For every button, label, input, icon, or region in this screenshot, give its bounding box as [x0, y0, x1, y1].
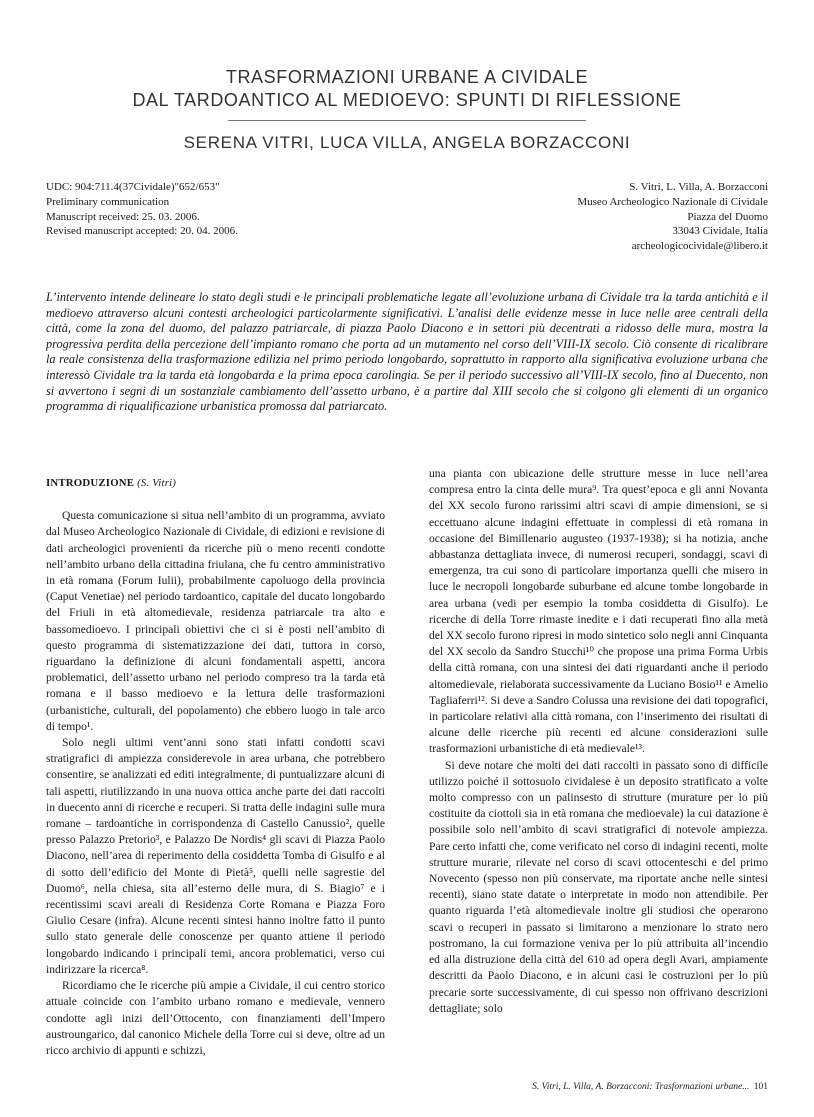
accepted-date: Revised manuscript accepted: 20. 04. 2006. — [46, 225, 238, 238]
authors: SERENA VITRI, LUCA VILLA, ANGELA BORZACCONI — [183, 133, 631, 152]
body-paragraph: Ricordiamo che le ricerche più ampie a Cividale, il cui centro storico attuale coincide con l’ambito urbano romano e medievale, vennero condotte agli inizi dell’Ottocento, con finanziamenti dell’Impero austroungarico, dal canonico Michele della Torre cui si deve, oltre ad un ricco archivio di appunti e schizzi, — [46, 979, 385, 1057]
affiliation-city: 33043 Cividale, Italia — [672, 225, 768, 238]
body-paragraph: una pianta con ubicazione delle strutture messe in luce nell’area compresa entro la cinta delle mura⁹. Tra quest’epoca e gli anni Novanta del XX secolo furono rarissimi altri scavi di ampie dimensioni, se si eccettuano alcune indagini effettuate in complessi di età romana in occasione del Bimillenario augusteo (1937-1938); si ha notizia, anche abbastanza dettagliata invece, di numerosi recuperi, sondaggi, scavi di emergenza, tra cui sono di particolare importanza quelli che misero in luce le necropoli longobarde suburbane ed alcune tombe longobarde in area urbana (vedi per esempio la tomba cosiddetta di Gisulfo). Le ricerche di della Torre rimaste inedite e i dati recuperati fino alla metà del XX secolo furono ripresi in modo sintetico solo negli anni Cinquanta del XX secolo da Sandro Stucchi¹⁰ che propose una prima Forma Urbis della città romana, con una sintesi dei dati riguardanti anche il periodo altomedievale, rielaborata successivamente da Luciano Bosio¹¹ e Amelio Tagliaferri¹². Si deve a Sandro Colussa una revisione dei dati topografici, in particolare relativi alla città romana, con l’inserimento dei risultati di alcune delle ricerche più recenti ed alcune considerazioni sulle trasformazioni urbanistiche di età medievale¹³. — [429, 467, 768, 756]
author-affiliation — [408, 180, 768, 254]
affiliation-email[interactable]: archeologicocividale@libero.it — [631, 240, 768, 253]
paper-title-line-1: TRASFORMAZIONI URBANE A CIVIDALE — [225, 67, 589, 87]
affiliation-street: Piazza del Duomo — [687, 210, 768, 223]
article-type: Preliminary communication — [46, 195, 170, 208]
paper-title-line-2: DAL TARDOANTICO AL MEDIOEVO: SPUNTI DI RIFLESSIONE — [132, 90, 682, 110]
section-author: (S. Vitri) — [137, 477, 177, 489]
title-divider — [228, 120, 586, 121]
received-date: Manuscript received: 25. 03. 2006. — [46, 210, 200, 223]
section-heading — [46, 475, 385, 491]
publication-meta — [46, 180, 406, 239]
affiliation-names: S. Vitri, L. Villa, A. Borzacconi — [629, 181, 768, 193]
page-number: 101 — [753, 1082, 768, 1092]
body-paragraph: Questa comunicazione si situa nell’ambito di un programma, avviato dal Museo Archeologico Nazionale di Cividale, di edizioni e revisione di dati archeologici provenienti da ricerche più o meno recenti condotte nell’ambito urbano della cittadina friulana, che fu centro amministrativo in età romana (Forum Iulii), probabilmente capoluogo della provincia (Caput Venetiae) nel periodo tardoantico, capitale del ducato longobardo del Friuli in età altomedievale, residenza patriarcale tra alto e bassomedioevo. I principali obiettivi che ci si è posti nell’ambito di questo programma di sistematizzazione dei dati, tuttora in corso, riguardano la definizione di alcuni fondamentali aspetti, ancora problematici, dell’assetto urbano nel periodo compreso tra la tarda età romana e il basso medioevo e la lettura delle trasformazioni (urbanistiche, culturali, del popolamento) che ebbero luogo in tale arco di tempo¹. — [46, 509, 385, 733]
body-column-left — [46, 475, 385, 1059]
affiliation-institution: Museo Archeologico Nazionale di Cividale — [577, 195, 768, 208]
running-head: S. Vitri, L. Villa, A. Borzacconi: Trasformazioni urbane... — [532, 1082, 750, 1092]
abstract: L’intervento intende delineare lo stato degli studi e le principali problematiche legate all’evoluzione urbana di Cividale tra la tarda antichità e il medioevo attraverso alcuni contesti archeologici particolarmente significativi. L’analisi delle evidenze messe in luce nelle aree centrali della città, come la zona del duomo, del palazzo patriarcale, di piazza Paolo Diacono e in settori più decentrati a ridosso delle mura, mostra la progressiva perdita della percezione dell’impianto romano che porta ad un mutamento nel corso dell’VIII-IX secolo. Ciò consente di ricalibrare la reale consistenza della trasformazione edilizia nel primo periodo longobardo, soprattutto in rapporto alla significativa evoluzione urbana che interessò Cividale tra la tarda età longobarda e la prima epoca carolingia. Se per il periodo successivo all’VIII-IX secolo, fino al Duecento, non si avvertono i segni di un sostanziale cambiamento dell’assetto urbano, è a partire dal XIII secolo che si colgono gli elementi di un organico programma di riqualificazione urbanistica promossa dal patriarcato. — [46, 290, 768, 414]
section-title: INTRODUZIONE — [46, 477, 135, 489]
body-paragraph: Si deve notare che molti dei dati raccolti in passato sono di difficile utilizzo poiché il sottosuolo cividalese è un deposito stratificato a volte molto compresso con un palinsesto di strutture (murature per lo più costituite da ciottoli sia in età romana che medioevale) la cui datazione è possibile solo nell’ambito di scavi stratigrafici di notevole ampiezza. Pare certo infatti che, come verificato nel corso di indagini recenti, molte strutture murarie, rilevate nel corso di scavi ottocenteschi e del primo Novecento (spesso non più conservate, ma riportate anche nelle sintesi recenti), siano state datate o interpretate in modo non attendibile. Per quanto riguarda l’età altomedievale inoltre gli studiosi che operarono scavi o recuperi in passato si limitarono a menzionare lo strato nero postromano, la cui formazione veniva per lo più attribuita all’incendio ed alla distruzione della città del 610 ad opera degli Avari, ampiamente descritti da Paolo Diacono, e in alcuni casi le costruzioni per lo più precarie sorte successivamente, di cui spesso non offrivano descrizioni dettagliate; solo — [429, 758, 768, 1015]
page-footer — [532, 1082, 768, 1092]
body-column-right — [429, 466, 768, 1017]
body-paragraph: Solo negli ultimi vent’anni sono stati infatti condotti scavi stratigrafici di ampiezza considerevole in area urbana, che potrebbero consentire, se analizzati ed editi integralmente, di puntualizzare alcuni di tali aspetti, riutilizzando in una nuova ottica anche parte dei dati raccolti in duecento anni di ricerche e recuperi. Si tratta delle indagini sulle mura romane – tardoantiche in corrispondenza di Castello Canussio², quelle presso Palazzo Pretorio³, e Palazzo De Nordis⁴ gli scavi di Piazza Paolo Diacono, nell’area di reperimento della cosiddetta Tomba di Gisulfo e al di sotto dell’edificio del Monte di Pietà⁵, quelli nelle sagrestie del Duomo⁶, nella chiesa, sita all’esterno delle mura, di S. Biagio⁷ e i recentissimi scavi areali di Residenza Corte Romana e Piazza Foro Giulio Cesare (infra). Alcune recenti sintesi hanno inoltre fatto il punto sullo stato generale delle conoscenze per quanto attiene il periodo longobardo indicando i principali temi, ancora problematici, verso cui indirizzare la ricerca⁸. — [46, 736, 385, 976]
udc-code: UDC: 904:711.4(37Cividale)"652/653" — [46, 181, 220, 193]
